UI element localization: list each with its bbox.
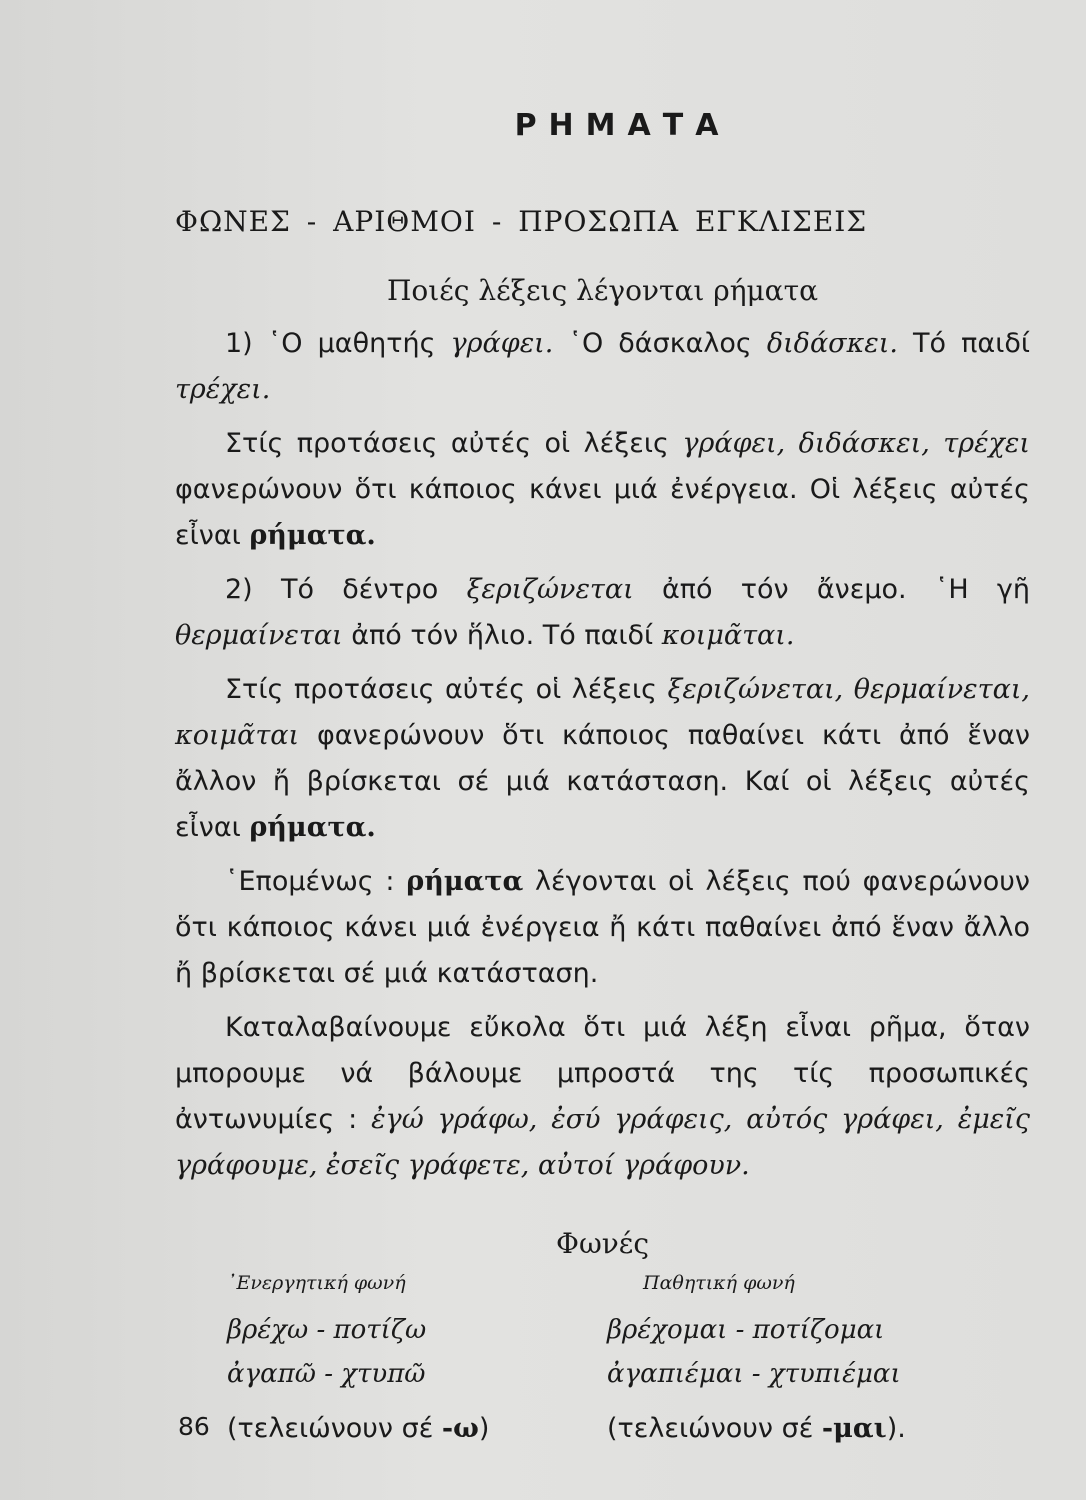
active-example-2: ἀγαπῶ - χτυπῶ — [227, 1359, 426, 1389]
passive-example-1: βρέχομαι - ποτίζομαι — [607, 1315, 885, 1345]
bold-run: -μαι — [821, 1413, 887, 1444]
page-content — [175, 108, 1030, 1454]
italic-run: ξεριζώνεται, θερμαίνεται, κοιμᾶται — [175, 674, 1030, 751]
italic-run: κοιμᾶται. — [661, 620, 795, 651]
italic-run: γράφει, διδάσκει, τρέχει — [682, 428, 1030, 459]
paragraph-3 — [175, 567, 1030, 659]
page-subtitle: ΦΩΝΕΣ - ΑΡΙΘΜΟΙ - ΠΡΟΣΩΠΑ ΕΓΚΛΙΣΕΙΣ — [175, 205, 868, 238]
italic-run: γράφει. — [450, 328, 554, 359]
page-number: 86 — [178, 1412, 210, 1441]
italic-run: θερμαίνεται — [175, 620, 343, 651]
text-run: Τό παιδί — [897, 328, 1030, 359]
active-ending-note — [227, 1404, 607, 1454]
active-voice-column — [227, 1272, 607, 1454]
italic-run: ἐγώ γράφω, ἐσύ γράφεις, αὐτός γράφει, ἐμεῖς γράφουμε, ἐσεῖς γράφετε, αὐτοί γράφουν. — [175, 1104, 1030, 1181]
paragraph-4 — [175, 667, 1030, 851]
italic-run: ξεριζώνεται — [466, 574, 634, 605]
passive-voice-heading: Παθητική φωνή — [643, 1272, 795, 1294]
text-run: λέγονται οἱ λέξεις πού φανερώνουν ὅτι κάποιος κάνει μιά ἐνέργεια ἤ κάτι παθαίνει ἀπό ἕναν ἄλλο ἤ βρίσκεται σέ μιά κατάσταση. — [175, 866, 1030, 989]
italic-run: διδάσκει. — [766, 328, 898, 359]
passive-voice-column — [607, 1272, 987, 1454]
text-run: ἀπό τόν ἥλιο. Τό παιδί — [342, 620, 662, 651]
text-run: (τελειώνουν σέ — [227, 1413, 442, 1444]
passive-example-2: ἀγαπιέμαι - χτυπιέμαι — [607, 1359, 901, 1389]
text-run: φανερώνουν ὅτι κάποιος παθαίνει κάτι ἀπό ἕναν ἄλλον ἤ βρίσκεται σέ μιά κατάσταση. Καί οἱ λέξεις αὐτές εἶναι — [175, 720, 1030, 843]
page-title: ΡΗΜΑΤΑ — [514, 108, 731, 143]
paragraph-2 — [175, 421, 1030, 559]
text-run: φανερώνουν ὅτι κάποιος κάνει μιά ἐνέργεια. Οἱ λέξεις αὐτές εἶναι — [175, 474, 1030, 551]
passive-ending-note — [607, 1404, 987, 1454]
bold-run: ρήματα. — [249, 812, 376, 843]
bold-run: -ω — [441, 1413, 479, 1444]
text-run: 2) Τό δέντρο — [225, 574, 467, 605]
text-run: Καταλαβαίνουμε εὔκολα ὅτι μιά λέξη εἶναι ρῆμα, ὅταν μπορουμε νά βάλουμε μπροστά της τίς προσωπικές ἀντωνυμίες : — [175, 1012, 1030, 1135]
text-run: (τελειώνουν σέ — [607, 1413, 822, 1444]
text-run: Στίς προτάσεις αὐτές οἱ λέξεις — [225, 428, 683, 459]
text-run: ἀπό τόν ἄνεμο. ῾Η γῆ — [633, 574, 1030, 605]
paragraph-1 — [175, 321, 1030, 413]
active-voice-heading: ᾿Ενεργητική φωνή — [227, 1272, 406, 1294]
text-run: ῾Επομένως : — [225, 866, 407, 897]
bold-run: ρήματα — [406, 866, 524, 897]
voices-columns — [175, 1272, 1030, 1454]
paragraph-5 — [175, 859, 1030, 997]
voices-heading: Φωνές — [556, 1227, 649, 1260]
text-run: ) — [478, 1413, 490, 1444]
section-heading: Ποιές λέξεις λέγονται ρήματα — [387, 274, 818, 307]
text-run: ῾Ο δάσκαλος — [553, 328, 767, 359]
text-run: ). — [886, 1413, 906, 1444]
paragraph-6 — [175, 1005, 1030, 1189]
active-example-1: βρέχω - ποτίζω — [227, 1315, 427, 1345]
italic-run: τρέχει. — [175, 374, 271, 405]
text-run: 1) ῾Ο μαθητής — [225, 328, 451, 359]
text-run: Στίς προτάσεις αὐτές οἱ λέξεις — [225, 674, 668, 705]
bold-run: ρήματα. — [249, 520, 376, 551]
